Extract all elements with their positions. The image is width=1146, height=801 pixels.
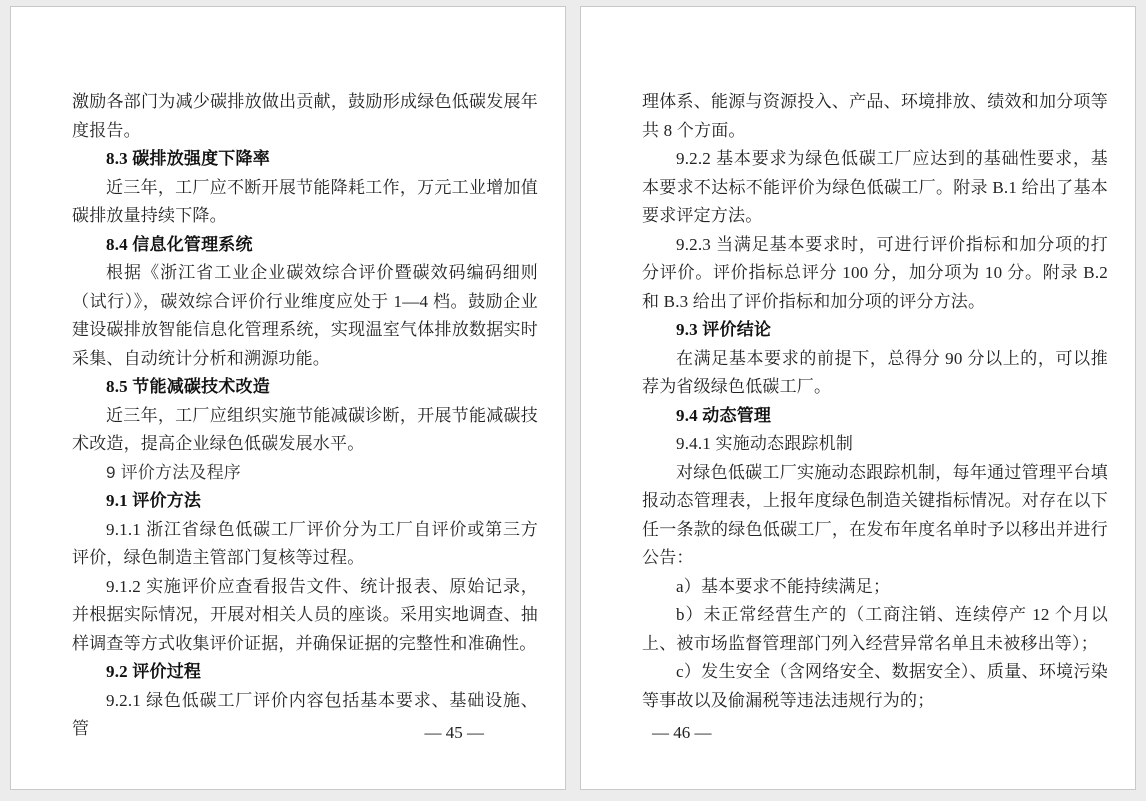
paragraph: 激励各部门为减少碳排放做出贡献，鼓励形成绿色低碳发展年度报告。 [72,92,538,140]
section-heading: 8.3 碳排放强度下降率 [106,149,270,168]
document-page-46 [580,6,1136,790]
paragraph: 9.4.1 实施动态跟踪机制 [676,434,854,453]
paragraph: a）基本要求不能持续满足； [676,576,891,596]
paragraph: 9.2.3 当满足基本要求时，可进行评价指标和加分项的打分评价。评价指标总评分 100 分，加分项为 10 分。附录 B.2 和 B.3 给出了评价指标和加分项的评分方法。 [642,234,1108,311]
section-heading: 8.4 信息化管理系统 [106,234,253,254]
paragraph: 近三年，工厂应不断开展节能降耗工作，万元工业增加值碳排放量持续下降。 [72,177,538,225]
paragraph: 9.1.1 浙江省绿色低碳工厂评价分为工厂自评价或第三方评价，绿色制造主管部门复核等过程。 [72,519,538,567]
paragraph: 理体系、能源与资源投入、产品、环境排放、绩效和加分项等共 8 个方面。 [642,92,1108,140]
page-45-text-area [11,7,565,744]
document-page-45 [10,6,566,790]
section-heading: 9.4 动态管理 [676,405,772,425]
page-number: — 46 — [652,723,712,742]
paragraph: 9.1.2 实施评价应查看报告文件、统计报表、原始记录，并根据实际情况，开展对相关人员的座谈。采用实地调查、抽样调查等方式收集评价证据，并确保证据的完整性和准确性。 [72,576,538,653]
paragraph: 在满足基本要求的前提下，总得分 90 分以上的，可以推荐为省级绿色低碳工厂。 [642,348,1108,396]
paragraph: 9.2.2 基本要求为绿色低碳工厂应达到的基础性要求，基本要求不达标不能评价为绿色低碳工厂。附录 B.1 给出了基本要求评定方法。 [642,149,1108,225]
paragraph: b）未正常经营生产的（工商注销、连续停产 12 个月以上、被市场监督管理部门列入经营异常名单且未被移出等）； [642,605,1108,653]
paragraph: 对绿色低碳工厂实施动态跟踪机制，每年通过管理平台填报动态管理表，上报年度绿色制造关键指标情况。对存在以下任一条款的绿色低碳工厂，在发布年度名单时予以移出并进行公告： [642,462,1108,567]
paragraph: c）发生安全（含网络安全、数据安全）、质量、环境污染等事故以及偷漏税等违法违规行为的； [642,662,1108,710]
page-46-text-area [581,7,1135,715]
section-heading: 8.5 节能减碳技术改造 [106,377,270,396]
paragraph: 9.2.1 绿色低碳工厂评价内容包括基本要求、基础设施、管 [72,690,538,738]
section-heading: 9.1 评价方法 [106,491,202,510]
paragraph: 根据《浙江省工业企业碳效综合评价暨碳效码编码细则（试行）》，碳效综合评价行业维度应处于 1—4 档。鼓励企业建设碳排放智能信息化管理系统，实现温室气体排放数据实时采集、自动统计分析和溯源功能。 [72,263,538,368]
page-number: — 45 — [424,723,484,742]
section-heading: 9 评价方法及程序 [106,462,241,482]
paragraph: 近三年，工厂应组织实施节能减碳诊断，开展节能减碳技术改造，提高企业绿色低碳发展水平。 [72,405,538,453]
section-heading: 9.3 评价结论 [676,320,772,339]
section-heading: 9.2 评价过程 [106,662,202,681]
